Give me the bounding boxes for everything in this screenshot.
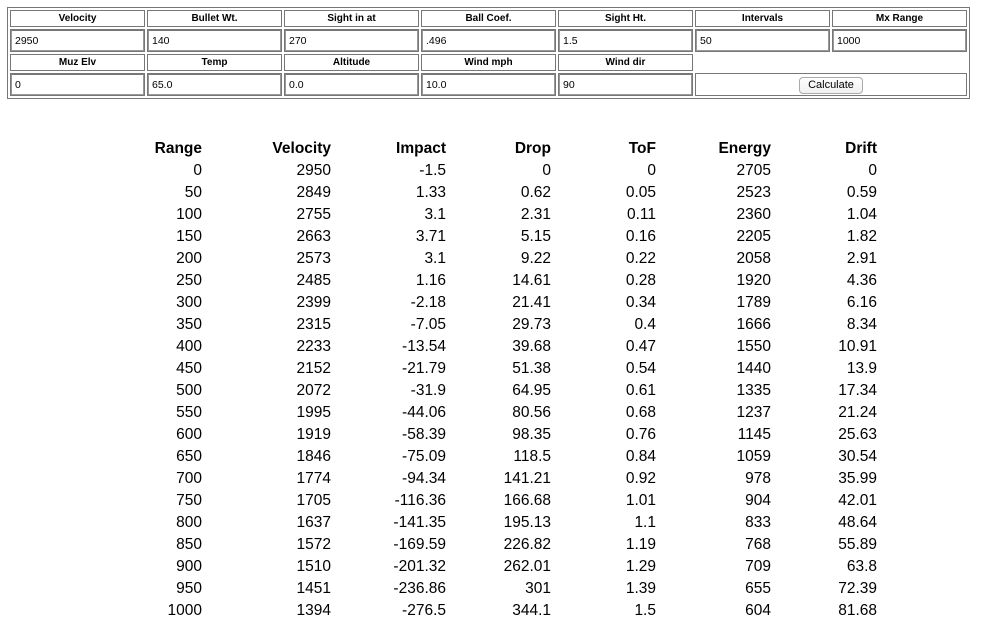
cell-drop: 21.41 bbox=[512, 294, 551, 311]
cell-energy: 2205 bbox=[736, 228, 771, 245]
cell-impact: 3.71 bbox=[415, 228, 446, 245]
cell-drift: 8.34 bbox=[846, 316, 877, 333]
velocity-input[interactable] bbox=[11, 30, 144, 51]
labels-row-2 bbox=[10, 54, 967, 71]
cell-energy: 709 bbox=[745, 558, 771, 575]
cell-drop: 118.5 bbox=[513, 448, 551, 465]
cell-energy: 1550 bbox=[736, 338, 771, 355]
cell-tof: 0.28 bbox=[625, 272, 656, 289]
cell-drift: 55.89 bbox=[838, 536, 877, 553]
table-row bbox=[140, 468, 877, 490]
column-header-impact: Impact bbox=[396, 140, 446, 157]
cell-energy: 904 bbox=[745, 492, 771, 509]
cell-velocity: 1637 bbox=[296, 514, 331, 531]
cell-energy: 833 bbox=[745, 514, 771, 531]
cell-drift: 25.63 bbox=[838, 426, 877, 443]
cell-impact: 3.1 bbox=[424, 206, 446, 223]
cell-impact: -75.09 bbox=[402, 448, 446, 465]
cell-range: 800 bbox=[176, 514, 202, 531]
column-header-velocity: Velocity bbox=[272, 140, 331, 157]
calculate-button[interactable]: Calculate bbox=[799, 77, 863, 94]
cell-impact: 1.33 bbox=[415, 184, 446, 201]
cell-energy: 2360 bbox=[736, 206, 771, 223]
table-row bbox=[140, 358, 877, 380]
label-intervals: Intervals bbox=[695, 10, 830, 27]
cell-sight-height bbox=[558, 29, 693, 52]
table-row bbox=[140, 534, 877, 556]
sight-height-input[interactable] bbox=[559, 30, 692, 51]
cell-energy: 1059 bbox=[736, 448, 771, 465]
cell-drift: 35.99 bbox=[838, 470, 877, 487]
cell-velocity: 2315 bbox=[296, 316, 331, 333]
cell-tof: 1.29 bbox=[625, 558, 656, 575]
cell-energy: 1335 bbox=[736, 382, 771, 399]
cell-velocity: 2950 bbox=[296, 162, 331, 179]
cell-drift: 0.59 bbox=[846, 184, 877, 201]
cell-tof: 0.76 bbox=[625, 426, 656, 443]
inputs-row-2 bbox=[10, 73, 967, 96]
cell-drop: 166.68 bbox=[503, 492, 551, 509]
cell-velocity: 1774 bbox=[296, 470, 331, 487]
cell-range: 550 bbox=[176, 404, 202, 421]
cell-drift: 1.82 bbox=[846, 228, 877, 245]
cell-range: 450 bbox=[176, 360, 202, 377]
cell-range: 0 bbox=[193, 162, 202, 179]
cell-drop: 39.68 bbox=[512, 338, 551, 355]
labels-row-1 bbox=[10, 10, 967, 27]
cell-tof: 1.19 bbox=[625, 536, 656, 553]
intervals-input[interactable] bbox=[696, 30, 829, 51]
cell-impact: -169.59 bbox=[393, 536, 446, 553]
cell-tof: 0.84 bbox=[625, 448, 656, 465]
cell-drop: 0.62 bbox=[520, 184, 551, 201]
cell-drop: 141.21 bbox=[503, 470, 551, 487]
cell-velocity: 2573 bbox=[296, 250, 331, 267]
cell-velocity: 2072 bbox=[296, 382, 331, 399]
cell-velocity: 1510 bbox=[296, 558, 331, 575]
label-wind-direction: Wind dir bbox=[558, 54, 693, 71]
cell-velocity: 1846 bbox=[296, 448, 331, 465]
cell-ballistic-coefficient bbox=[421, 29, 556, 52]
column-header-tof: ToF bbox=[628, 140, 656, 157]
cell-tof: 0.22 bbox=[625, 250, 656, 267]
cell-drop: 98.35 bbox=[512, 426, 551, 443]
wind-direction-input[interactable] bbox=[559, 74, 692, 95]
cell-impact: -236.86 bbox=[393, 580, 446, 597]
cell-wind-direction bbox=[558, 73, 693, 96]
cell-impact: 1.16 bbox=[415, 272, 446, 289]
sight-in-at-input[interactable] bbox=[285, 30, 418, 51]
cell-drift: 0 bbox=[868, 162, 877, 179]
table-row bbox=[140, 226, 877, 248]
cell-impact: -276.5 bbox=[402, 602, 446, 619]
cell-drift: 21.24 bbox=[838, 404, 877, 421]
label-muzzle-elevation: Muz Elv bbox=[10, 54, 145, 71]
cell-range: 850 bbox=[176, 536, 202, 553]
table-row bbox=[140, 446, 877, 468]
spacer-cell bbox=[695, 54, 967, 71]
table-row bbox=[140, 578, 877, 600]
cell-impact: -7.05 bbox=[410, 316, 446, 333]
cell-energy: 2705 bbox=[736, 162, 771, 179]
cell-energy: 655 bbox=[745, 580, 771, 597]
cell-drift: 13.9 bbox=[846, 360, 877, 377]
cell-range: 400 bbox=[176, 338, 202, 355]
cell-velocity: 1705 bbox=[296, 492, 331, 509]
cell-drop: 51.38 bbox=[512, 360, 551, 377]
cell-tof: 0.11 bbox=[626, 206, 656, 223]
cell-drop: 5.15 bbox=[520, 228, 551, 245]
cell-impact: -94.34 bbox=[402, 470, 446, 487]
column-header-energy: Energy bbox=[718, 140, 771, 157]
cell-tof: 0 bbox=[647, 162, 656, 179]
cell-tof: 0.34 bbox=[625, 294, 656, 311]
cell-drop: 2.31 bbox=[520, 206, 551, 223]
cell-drift: 30.54 bbox=[838, 448, 877, 465]
cell-range: 1000 bbox=[167, 602, 202, 619]
cell-tof: 0.54 bbox=[625, 360, 656, 377]
cell-temp bbox=[147, 73, 282, 96]
cell-range: 950 bbox=[176, 580, 202, 597]
cell-velocity: 2755 bbox=[296, 206, 331, 223]
cell-energy: 1789 bbox=[736, 294, 771, 311]
cell-drift: 1.04 bbox=[846, 206, 877, 223]
cell-range: 750 bbox=[176, 492, 202, 509]
cell-drop: 14.61 bbox=[512, 272, 551, 289]
cell-energy: 1440 bbox=[736, 360, 771, 377]
table-row bbox=[140, 600, 877, 622]
cell-velocity: 1919 bbox=[296, 426, 331, 443]
ballistic-coefficient-input[interactable] bbox=[422, 30, 555, 51]
max-range-input[interactable] bbox=[833, 30, 966, 51]
cell-energy: 1920 bbox=[736, 272, 771, 289]
cell-tof: 1.1 bbox=[634, 514, 656, 531]
label-max-range: Mx Range bbox=[832, 10, 967, 27]
table-row bbox=[140, 248, 877, 270]
cell-tof: 1.01 bbox=[625, 492, 656, 509]
cell-drop: 29.73 bbox=[512, 316, 551, 333]
cell-energy: 1237 bbox=[736, 404, 771, 421]
cell-impact: -201.32 bbox=[393, 558, 446, 575]
cell-impact: -141.35 bbox=[393, 514, 446, 531]
cell-range: 100 bbox=[176, 206, 202, 223]
cell-intervals bbox=[695, 29, 830, 52]
cell-velocity: 2152 bbox=[296, 360, 331, 377]
cell-wind-mph bbox=[421, 73, 556, 96]
cell-velocity: 1394 bbox=[296, 602, 331, 619]
altitude-input[interactable] bbox=[285, 74, 418, 95]
cell-drift: 81.68 bbox=[838, 602, 877, 619]
label-wind-mph: Wind mph bbox=[421, 54, 556, 71]
column-header-drop: Drop bbox=[514, 140, 551, 157]
inputs-row-1 bbox=[10, 29, 967, 52]
results-body bbox=[140, 160, 877, 622]
cell-impact: -1.5 bbox=[419, 162, 446, 179]
cell-drop: 64.95 bbox=[512, 382, 551, 399]
label-temp: Temp bbox=[147, 54, 282, 71]
cell-tof: 0.92 bbox=[625, 470, 656, 487]
cell-velocity: 2663 bbox=[296, 228, 331, 245]
cell-bullet-weight bbox=[147, 29, 282, 52]
cell-impact: -21.79 bbox=[402, 360, 446, 377]
cell-drift: 63.8 bbox=[846, 558, 877, 575]
cell-velocity: 2233 bbox=[296, 338, 331, 355]
cell-impact: -31.9 bbox=[410, 382, 446, 399]
cell-velocity: 1995 bbox=[296, 404, 331, 421]
cell-muzzle-elevation bbox=[10, 73, 145, 96]
cell-impact: -13.54 bbox=[402, 338, 446, 355]
cell-drop: 9.22 bbox=[520, 250, 551, 267]
cell-energy: 1666 bbox=[736, 316, 771, 333]
table-row bbox=[140, 270, 877, 292]
cell-range: 900 bbox=[176, 558, 202, 575]
cell-impact: -2.18 bbox=[410, 294, 446, 311]
cell-energy: 2058 bbox=[736, 250, 771, 267]
cell-drift: 42.01 bbox=[838, 492, 877, 509]
table-row bbox=[140, 380, 877, 402]
cell-tof: 0.05 bbox=[625, 184, 656, 201]
cell-drift: 10.91 bbox=[838, 338, 877, 355]
cell-tof: 0.68 bbox=[625, 404, 656, 421]
wind-mph-input[interactable] bbox=[422, 74, 555, 95]
muzzle-elevation-input[interactable] bbox=[11, 74, 144, 95]
table-row bbox=[140, 314, 877, 336]
cell-drift: 72.39 bbox=[838, 580, 877, 597]
cell-velocity: 1451 bbox=[296, 580, 331, 597]
cell-altitude bbox=[284, 73, 419, 96]
cell-tof: 0.61 bbox=[625, 382, 656, 399]
cell-calculate bbox=[695, 73, 967, 96]
cell-energy: 1145 bbox=[737, 426, 771, 443]
cell-velocity bbox=[10, 29, 145, 52]
cell-drift: 2.91 bbox=[846, 250, 877, 267]
results-header-row bbox=[140, 138, 877, 160]
cell-range: 150 bbox=[176, 228, 202, 245]
table-row bbox=[140, 402, 877, 424]
label-ballistic-coefficient: Ball Coef. bbox=[421, 10, 556, 27]
table-row bbox=[140, 424, 877, 446]
table-row bbox=[140, 204, 877, 226]
cell-velocity: 2849 bbox=[296, 184, 331, 201]
cell-impact: 3.1 bbox=[424, 250, 446, 267]
cell-range: 250 bbox=[176, 272, 202, 289]
cell-range: 300 bbox=[176, 294, 202, 311]
cell-drift: 6.16 bbox=[846, 294, 877, 311]
cell-drop: 0 bbox=[542, 162, 551, 179]
cell-energy: 768 bbox=[745, 536, 771, 553]
table-row bbox=[140, 336, 877, 358]
table-row bbox=[140, 556, 877, 578]
table-row bbox=[140, 160, 877, 182]
cell-tof: 0.47 bbox=[625, 338, 656, 355]
column-header-drift: Drift bbox=[845, 140, 877, 157]
column-header-range: Range bbox=[154, 140, 202, 157]
cell-tof: 1.5 bbox=[634, 602, 656, 619]
cell-impact: -44.06 bbox=[402, 404, 446, 421]
cell-tof: 1.39 bbox=[625, 580, 656, 597]
label-sight-height: Sight Ht. bbox=[558, 10, 693, 27]
cell-range: 350 bbox=[176, 316, 202, 333]
cell-energy: 604 bbox=[745, 602, 771, 619]
cell-max-range bbox=[832, 29, 967, 52]
cell-range: 500 bbox=[176, 382, 202, 399]
cell-energy: 978 bbox=[745, 470, 771, 487]
cell-velocity: 2399 bbox=[296, 294, 331, 311]
cell-drop: 344.1 bbox=[512, 602, 551, 619]
cell-sight-in-at bbox=[284, 29, 419, 52]
results-table bbox=[140, 138, 877, 622]
cell-tof: 0.16 bbox=[625, 228, 656, 245]
cell-drop: 262.01 bbox=[503, 558, 551, 575]
cell-velocity: 2485 bbox=[296, 272, 331, 289]
cell-energy: 2523 bbox=[736, 184, 771, 201]
label-sight-in-at: Sight in at bbox=[284, 10, 419, 27]
cell-range: 700 bbox=[176, 470, 202, 487]
cell-velocity: 1572 bbox=[296, 536, 331, 553]
cell-impact: -58.39 bbox=[402, 426, 446, 443]
bullet-weight-input[interactable] bbox=[148, 30, 281, 51]
cell-drop: 80.56 bbox=[512, 404, 551, 421]
cell-range: 650 bbox=[176, 448, 202, 465]
label-bullet-weight: Bullet Wt. bbox=[147, 10, 282, 27]
cell-drop: 195.13 bbox=[503, 514, 551, 531]
cell-drift: 17.34 bbox=[838, 382, 877, 399]
label-velocity: Velocity bbox=[10, 10, 145, 27]
cell-tof: 0.4 bbox=[634, 316, 656, 333]
cell-drop: 226.82 bbox=[503, 536, 551, 553]
table-row bbox=[140, 490, 877, 512]
cell-drift: 48.64 bbox=[838, 514, 877, 531]
cell-drop: 301 bbox=[525, 580, 551, 597]
temp-input[interactable] bbox=[148, 74, 281, 95]
table-row bbox=[140, 512, 877, 534]
cell-range: 50 bbox=[184, 184, 202, 201]
cell-range: 200 bbox=[176, 250, 202, 267]
cell-drift: 4.36 bbox=[846, 272, 877, 289]
cell-range: 600 bbox=[176, 426, 202, 443]
label-altitude: Altitude bbox=[284, 54, 419, 71]
table-row bbox=[140, 292, 877, 314]
cell-impact: -116.36 bbox=[394, 492, 446, 509]
input-form bbox=[7, 7, 970, 99]
table-row bbox=[140, 182, 877, 204]
